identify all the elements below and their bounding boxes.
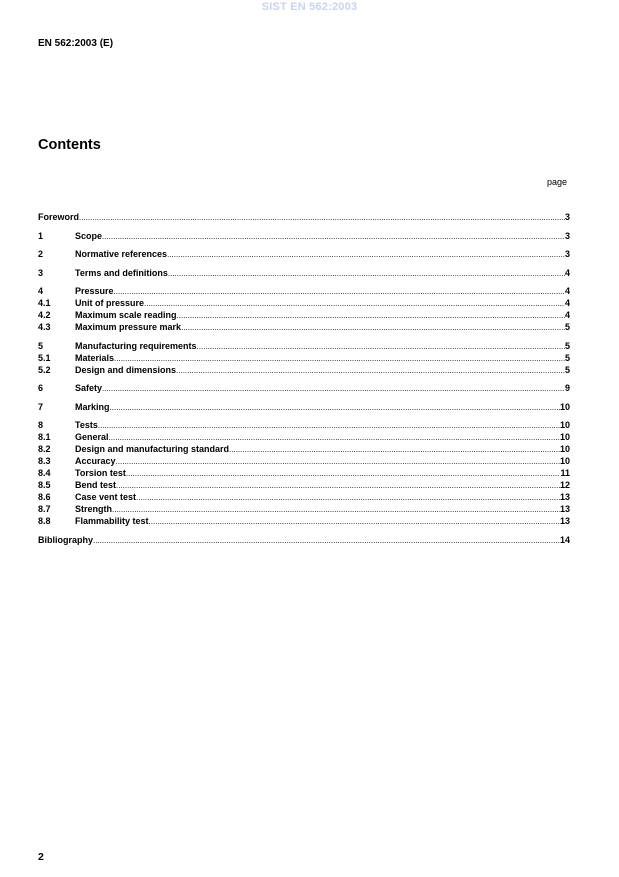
toc-entry-number: 3 xyxy=(38,267,44,278)
toc-entry[interactable] xyxy=(38,382,570,394)
toc-dot-leader xyxy=(116,456,560,467)
toc-dot-leader xyxy=(168,268,565,279)
toc-entry[interactable] xyxy=(38,364,570,376)
toc-entry[interactable] xyxy=(38,431,570,443)
toc-entry[interactable] xyxy=(38,401,570,413)
toc-entry-page: 13 xyxy=(559,504,570,514)
toc-entry-title: Design and manufacturing standard xyxy=(75,444,230,454)
toc-entry-page: 5 xyxy=(564,340,570,351)
toc-entry-page: 12 xyxy=(559,480,570,490)
toc-entry-title: Unit of pressure xyxy=(75,298,145,308)
toc-entry-title: Scope xyxy=(75,230,103,241)
toc-entry-page: 5 xyxy=(564,322,570,332)
toc-dot-leader xyxy=(109,432,560,443)
toc-entry-page: 4 xyxy=(564,298,570,308)
toc-entry-number: 6 xyxy=(38,383,44,393)
toc-entry-title: Pressure xyxy=(75,286,114,296)
toc-entry-number: 8.8 xyxy=(38,516,51,526)
toc-dot-leader xyxy=(229,444,560,455)
toc-entry[interactable] xyxy=(38,309,570,321)
toc-entry[interactable] xyxy=(38,230,570,242)
toc-entry[interactable] xyxy=(38,211,570,223)
toc-entry-title: Foreword xyxy=(38,212,80,222)
toc-dot-leader xyxy=(177,310,565,321)
toc-entry-title: Marking xyxy=(75,401,110,412)
toc-entry-page: 10 xyxy=(559,456,570,466)
toc-entry[interactable] xyxy=(38,267,570,279)
toc-entry-page: 13 xyxy=(559,492,570,502)
toc-entry-title: Maximum pressure mark xyxy=(75,322,182,332)
toc-dot-leader xyxy=(98,420,560,431)
toc-entry-number: 8.7 xyxy=(38,504,51,514)
toc-dot-leader xyxy=(167,249,565,260)
toc-entry-page: 4 xyxy=(564,267,570,278)
toc-entry[interactable] xyxy=(38,285,570,297)
page-column-label: page xyxy=(546,177,567,187)
toc-entry[interactable] xyxy=(38,321,570,333)
toc-entry-number: 4.3 xyxy=(38,322,51,332)
toc-entry-number: 8.4 xyxy=(38,468,51,478)
toc-entry[interactable] xyxy=(38,352,570,364)
toc-entry-number: 4.2 xyxy=(38,310,51,320)
toc-entry-title: Normative references xyxy=(75,249,168,259)
toc-dot-leader xyxy=(114,353,565,364)
toc-entry[interactable] xyxy=(38,479,570,491)
toc-dot-leader xyxy=(114,286,565,297)
toc-entry-title: Materials xyxy=(75,352,115,363)
toc-entry-page: 10 xyxy=(559,401,570,412)
toc-entry-page: 9 xyxy=(564,383,570,393)
toc-dot-leader xyxy=(144,298,565,309)
toc-entry-number: 4 xyxy=(38,286,44,296)
toc-entry-number: 8.1 xyxy=(38,432,51,442)
toc-entry-title: Tests xyxy=(75,420,98,430)
toc-entry[interactable] xyxy=(38,467,570,479)
toc-entry-title: Flammability test xyxy=(75,516,149,526)
toc-entry-page: 13 xyxy=(559,516,570,526)
toc-dot-leader xyxy=(126,468,561,479)
toc-entry-page: 5 xyxy=(564,352,570,363)
toc-entry-number: 4.1 xyxy=(38,298,51,308)
toc-entry-number: 5.1 xyxy=(38,352,51,363)
page-number: 2 xyxy=(38,851,44,863)
toc-dot-leader xyxy=(93,535,560,546)
toc-dot-leader xyxy=(102,231,565,242)
toc-entry-page: 5 xyxy=(564,364,570,375)
toc-entry-title: Accuracy xyxy=(75,456,116,466)
toc-entry-title: General xyxy=(75,432,109,442)
toc-dot-leader xyxy=(112,504,560,515)
toc-entry-title: Safety xyxy=(75,383,103,393)
toc-entry-page: 10 xyxy=(559,444,570,454)
toc-entry[interactable] xyxy=(38,534,570,546)
toc-entry-title: Strength xyxy=(75,504,112,514)
contents-heading: Contents xyxy=(38,137,101,153)
toc-entry[interactable] xyxy=(38,419,570,431)
table-of-contents xyxy=(38,211,570,546)
toc-entry-number: 8 xyxy=(38,420,44,430)
toc-entry-title: Terms and definitions xyxy=(75,267,168,278)
toc-dot-leader xyxy=(116,480,560,491)
toc-entry-number: 8.3 xyxy=(38,456,51,466)
toc-entry-title: Bibliography xyxy=(38,534,94,545)
toc-dot-leader xyxy=(181,322,565,333)
toc-entry-page: 3 xyxy=(564,212,570,222)
toc-entry[interactable] xyxy=(38,503,570,515)
toc-entry-number: 8.2 xyxy=(38,444,51,454)
toc-entry-page: 14 xyxy=(559,534,570,545)
toc-entry-title: Bend test xyxy=(75,480,117,490)
toc-dot-leader xyxy=(149,516,560,527)
toc-entry-title: Design and dimensions xyxy=(75,364,177,375)
toc-dot-leader xyxy=(79,212,565,223)
toc-entry-title: Torsion test xyxy=(75,468,126,478)
toc-entry-title: Manufacturing requirements xyxy=(75,340,197,351)
toc-entry-page: 3 xyxy=(564,249,570,259)
toc-entry-page: 3 xyxy=(564,230,570,241)
toc-entry-number: 2 xyxy=(38,249,44,259)
toc-entry-page: 4 xyxy=(564,310,570,320)
toc-entry-number: 1 xyxy=(38,230,44,241)
document-id: EN 562:2003 (E) xyxy=(38,38,114,49)
toc-entry-number: 5 xyxy=(38,340,44,351)
toc-entry-page: 10 xyxy=(559,432,570,442)
toc-entry[interactable] xyxy=(38,340,570,352)
toc-dot-leader xyxy=(102,383,565,394)
toc-entry-number: 5.2 xyxy=(38,364,51,375)
toc-entry[interactable] xyxy=(38,248,570,260)
toc-dot-leader xyxy=(136,492,560,503)
toc-dot-leader xyxy=(197,341,565,352)
toc-entry[interactable] xyxy=(38,491,570,503)
toc-entry-page: 4 xyxy=(564,286,570,296)
toc-entry-title: Case vent test xyxy=(75,492,137,502)
toc-dot-leader xyxy=(110,402,560,413)
toc-entry[interactable] xyxy=(38,455,570,467)
toc-entry-page: 10 xyxy=(559,420,570,430)
toc-entry[interactable] xyxy=(38,443,570,455)
toc-entry-title: Maximum scale reading xyxy=(75,310,177,320)
toc-dot-leader xyxy=(176,365,565,376)
toc-entry[interactable] xyxy=(38,297,570,309)
toc-entry[interactable] xyxy=(38,515,570,527)
watermark: SIST EN 562:2003 xyxy=(261,1,358,13)
toc-entry-number: 7 xyxy=(38,401,44,412)
toc-entry-page: 11 xyxy=(560,468,570,478)
toc-entry-number: 8.6 xyxy=(38,492,51,502)
toc-entry-number: 8.5 xyxy=(38,480,51,490)
